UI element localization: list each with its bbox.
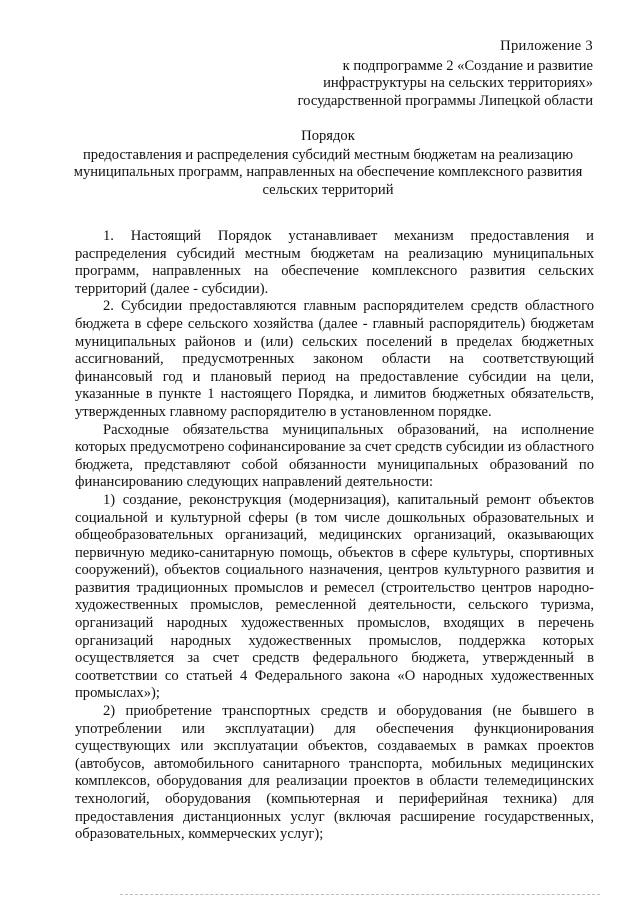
document-heading: Порядок xyxy=(301,128,355,144)
document-body xyxy=(75,228,594,844)
appendix-title: Приложение 3 xyxy=(500,38,593,54)
document-title-block xyxy=(60,128,596,199)
appendix-header xyxy=(263,38,593,110)
paragraph-4: 1) создание, реконструкция (модернизация), капитальный ремонт объектов социальной и культурной сферы (в том числе дошкольных образовательных и общеобразовательных организаций, медицинских организаций, оказывающих первичную медико-санитарную помощь, объектов в сфере культуры, спортивных сооружений), объектов социального назначения, центров культурного развития и развития традиционных промыслов и ремесел (строительство центров народно-художественных промыслов, ремесленной деятельности, сельского туризма, организаций народных художественных промыслов, входящих в перечень организаций народных художественных промыслов, поддержка которых осуществляется за счет средств федерального бюджета, утвержденный в соответствии со статьей 4 Федерального закона «О народных художественных промыслах»); xyxy=(75,491,594,702)
appendix-line-2: инфраструктуры на сельских территориях» xyxy=(323,75,593,92)
appendix-line-3: государственной программы Липецкой области xyxy=(297,92,593,109)
document-subtitle: предоставления и распределения субсидий местным бюджетам на реализацию муниципальных программ, направленных на обеспечение комплексного развития сельских территорий xyxy=(73,146,583,198)
appendix-line-1: к подпрограмме 2 «Создание и развитие xyxy=(342,57,593,74)
paragraph-2: 2. Субсидии предоставляются главным распорядителем средств областного бюджета в сфере сельского хозяйства (далее - главный распорядитель) бюджетам муниципальных районов и (или) сельских поселений в пределах бюджетных ассигнований, предусмотренных законом области на соответствующий финансовый год и плановый период на предоставление субсидии на цели, указанные в пункте 1 настоящего Порядка, и лимитов бюджетных обязательств, утвержденных главному распорядителю в установленном порядке. xyxy=(75,298,594,420)
footer-divider xyxy=(120,894,600,895)
paragraph-3: Расходные обязательства муниципальных образований, на исполнение которых предусмотрено софинансирование за счет средств субсидии из областного бюджета, представляют собой обязанности муниципальных образований по финансированию следующих направлений деятельности: xyxy=(75,421,594,491)
paragraph-5: 2) приобретение транспортных средств и оборудования (не бывшего в употреблении или эксплуатации) для обеспечения функционирования существующих или эксплуатации объектов, создаваемых в рамках проектов (автобусов, автомобильного санитарного транспорта, мобильных медицинских комплексов, оборудования для реализации проектов в области телемедицинских технологий, оборудования (компьютерная и периферийная техника) для предоставления дистанционных услуг (включая расширение государственных, образовательных, коммерческих услуг); xyxy=(75,703,594,843)
paragraph-1: 1. Настоящий Порядок устанавливает механизм предоставления и распределения субсидий местным бюджетам на реализацию муниципальных программ, направленных на обеспечение комплексного развития сельских территорий (далее - субсидии). xyxy=(75,228,594,297)
